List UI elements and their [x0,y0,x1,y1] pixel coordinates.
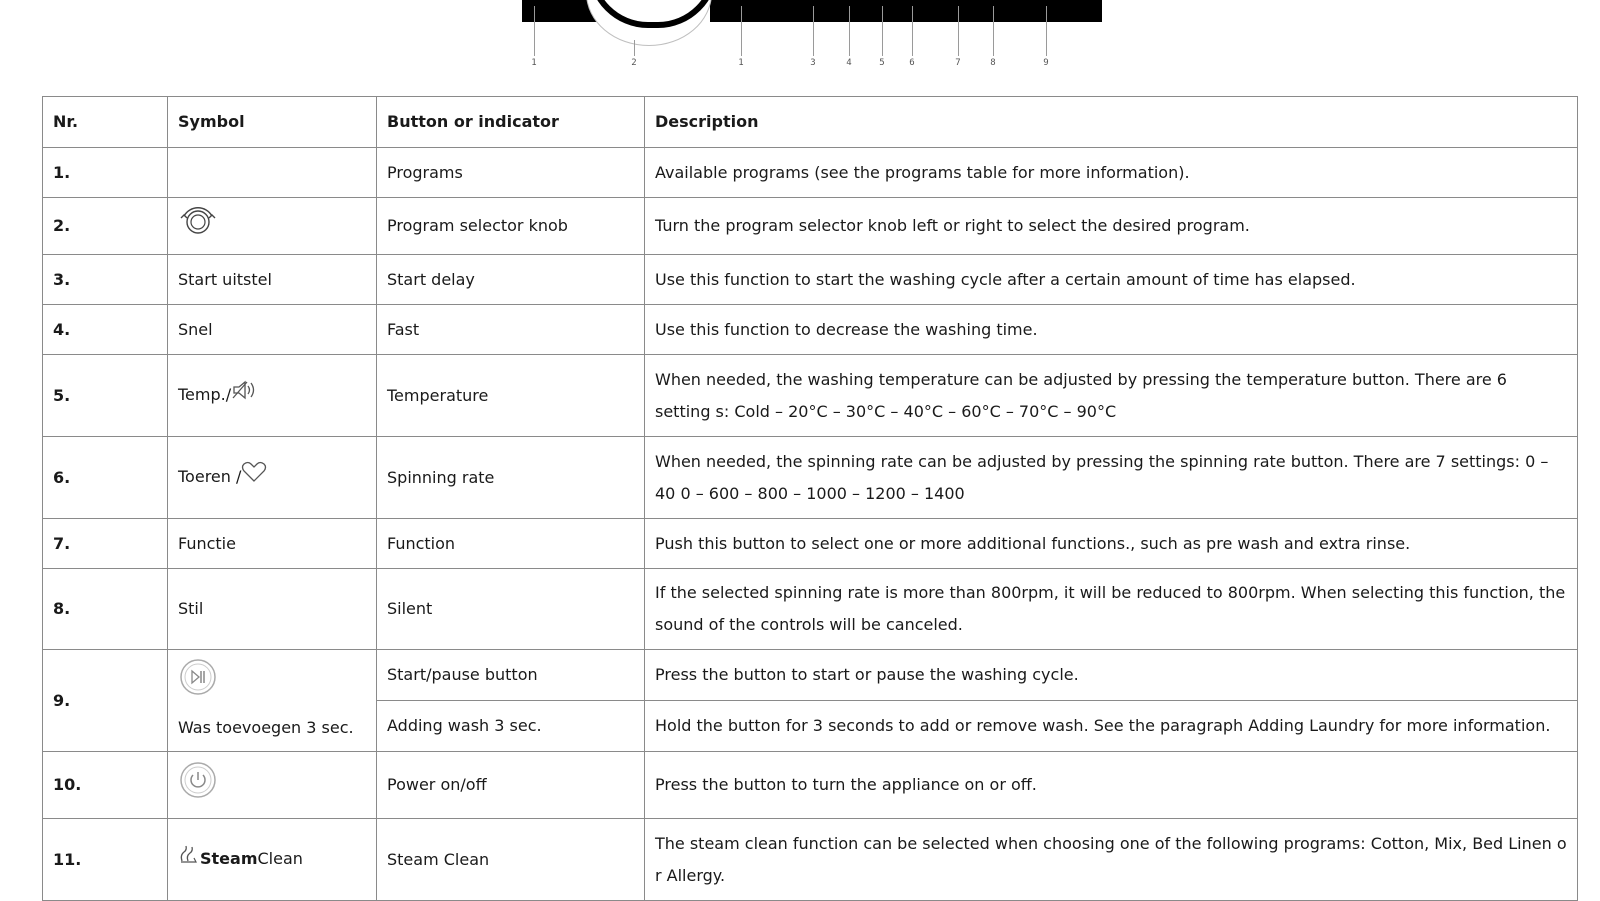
callout-number: 6 [909,58,915,68]
row-symbol: Functie [168,519,377,569]
row-description: Use this function to start the washing cycle after a certain amount of time has elapsed. [645,255,1578,305]
header-nr: Nr. [43,97,168,148]
row-button: Function [377,519,645,569]
row-nr: 10. [43,752,168,819]
row-symbol [168,437,377,519]
row-button: Program selector knob [377,198,645,255]
row-button: Fast [377,305,645,355]
row-description: If the selected spinning rate is more than 800rpm, it will be reduced to 800rpm. When selecting this function, the sound of the controls will be canceled. [645,569,1578,650]
table-row [43,437,1578,519]
row-description: Press the button to start or pause the washing cycle. [645,650,1578,701]
row-nr: 8. [43,569,168,650]
callout-number: 7 [955,58,961,68]
callout-number: 3 [810,58,816,68]
callout-number: 1 [531,58,537,68]
callout-leader [1046,6,1047,56]
row-description: The steam clean function can be selected when choosing one of the following programs: Cotton, Mix, Bed Linen o r Allergy. [645,819,1578,901]
callout-leader [958,6,959,56]
control-panel-diagram [0,0,1600,80]
row-button: Adding wash 3 sec. [377,701,645,752]
table-row [43,650,1578,701]
row-symbol [168,148,377,198]
row-button: Silent [377,569,645,650]
callout-leader [741,6,742,56]
table-row [43,148,1578,198]
table-row [43,255,1578,305]
row-button: Start delay [377,255,645,305]
row-description: Hold the button for 3 seconds to add or remove wash. See the paragraph Adding Laundry for more information. [645,701,1578,752]
heart-icon [241,461,267,494]
callout-leader [993,6,994,56]
row-button: Programs [377,148,645,198]
row-symbol [168,198,377,255]
row-button: Temperature [377,355,645,437]
header-symbol: Symbol [168,97,377,148]
callout-number: 4 [846,58,852,68]
steam-icon [178,843,200,876]
callout-leader [813,6,814,56]
row-description: Available programs (see the programs table for more information). [645,148,1578,198]
callout-number: 9 [1043,58,1049,68]
row-nr: 7. [43,519,168,569]
row-symbol [168,752,377,819]
callout-number: 2 [631,58,637,68]
row-nr: 4. [43,305,168,355]
controls-table [42,96,1578,901]
row-button: Power on/off [377,752,645,819]
row-symbol: Stil [168,569,377,650]
callout-leader [912,6,913,56]
symbol-label: Temp./ [178,385,232,404]
symbol-label: Was toevoegen 3 sec. [178,718,354,737]
row-nr: 3. [43,255,168,305]
table-header-row [43,97,1578,148]
row-symbol [168,819,377,901]
callout-number: 8 [990,58,996,68]
table-row [43,569,1578,650]
power-icon [178,760,218,811]
row-button: Spinning rate [377,437,645,519]
row-nr: 6. [43,437,168,519]
callout-leader [634,40,635,56]
row-nr: 11. [43,819,168,901]
table-row [43,355,1578,437]
table-row [43,198,1578,255]
table-row [43,752,1578,819]
steam-label-bold: Steam [200,849,258,868]
row-nr: 5. [43,355,168,437]
symbol-label: Toeren / [178,467,242,486]
row-button: Steam Clean [377,819,645,901]
row-description: When needed, the spinning rate can be adjusted by pressing the spinning rate button. There are 7 settings: 0 – 40 0 – 600 – 800 – 1000 – 1200 – 1400 [645,437,1578,519]
table-row [43,305,1578,355]
callout-leader [882,6,883,56]
header-button: Button or indicator [377,97,645,148]
table-row [43,819,1578,901]
row-nr: 1. [43,148,168,198]
row-description: Press the button to turn the appliance on or off. [645,752,1578,819]
table-row [43,519,1578,569]
callout-leader [849,6,850,56]
row-description: When needed, the washing temperature can be adjusted by pressing the temperature button. There are 6 setting s: Cold – 20°C – 30°C – 40°C – 60°C – 70°C – 90°C [645,355,1578,437]
panel-bar-right [710,0,1102,22]
row-symbol [168,650,377,752]
header-description: Description [645,97,1578,148]
callout-number: 1 [738,58,744,68]
row-symbol [168,355,377,437]
row-nr: 9. [43,650,168,752]
program-knob-icon [178,204,218,249]
steam-label-regular: Clean [257,849,303,868]
callout-number: 5 [879,58,885,68]
row-symbol: Start uitstel [168,255,377,305]
speaker-mute-icon [231,379,259,412]
row-description: Turn the program selector knob left or right to select the desired program. [645,198,1578,255]
row-description: Push this button to select one or more additional functions., such as pre wash and extra rinse. [645,519,1578,569]
row-button: Start/pause button [377,650,645,701]
row-nr: 2. [43,198,168,255]
callout-leader [534,6,535,56]
row-description: Use this function to decrease the washing time. [645,305,1578,355]
row-symbol: Snel [168,305,377,355]
play-pause-icon [178,657,218,708]
